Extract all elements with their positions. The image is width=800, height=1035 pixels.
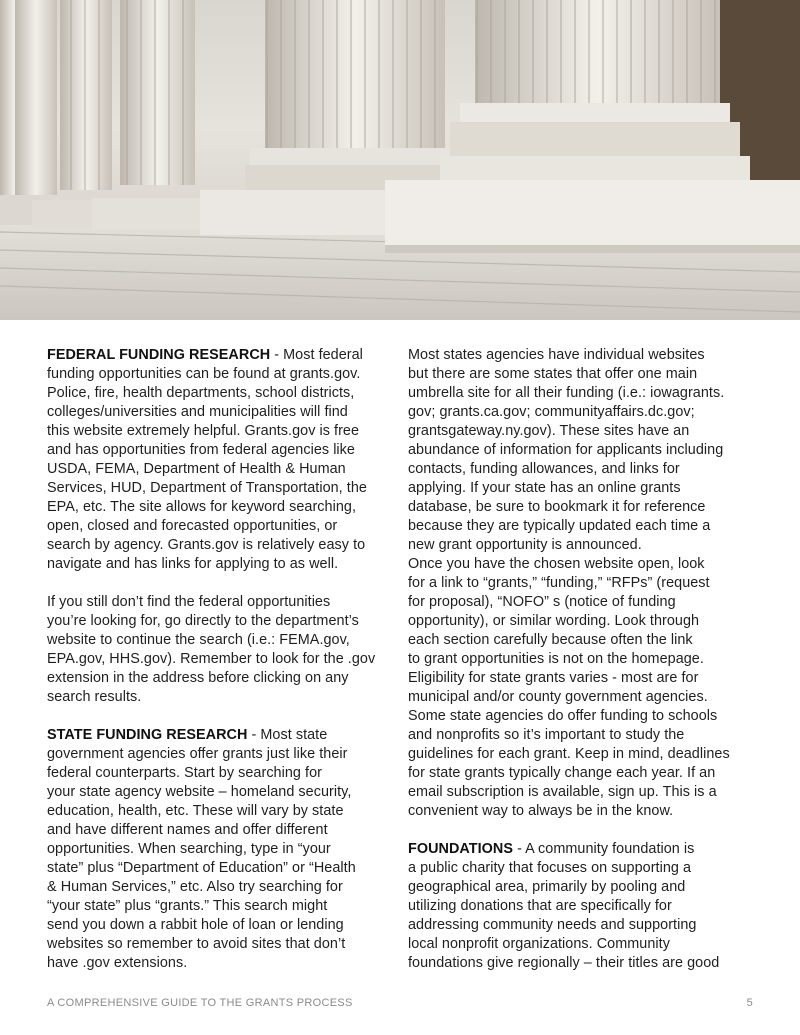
foundations-paragraph	[408, 840, 758, 973]
page-number: 5	[746, 997, 753, 1009]
state-websites-paragraph: Most states agencies have individual websites but there are some states that offer one main umbrella site for all their funding (i.e.: iowagrants. gov; grants.ca.gov; communityaffairs.dc.gov; grantsgateway.ny.gov). These sites have an abundance of information for applicants including contacts, funding allowances, and links for applying. If your state has an online grants database, be sure to bookmark it for reference because they are typically updated each time a new grant opportunity is announced.	[408, 347, 725, 553]
federal-funding-heading: FEDERAL FUNDING RESEARCH	[47, 347, 271, 363]
left-text-column	[47, 346, 392, 973]
state-funding-body: - Most state government agencies offer grants just like their federal counterparts. Start by searching for your state agency website – homeland security, education, health, etc. These will vary by state and have different names and offer different opportunities. When searching, type in “your state” plus “Department of Education” or “Health & Human Services,” etc. Also try searching for “your state” plus “grants.” This search might send you down a rabbit hole of loan or lending websites so remember to avoid sites that don’t have .gov extensions.	[47, 727, 356, 971]
page-footer	[47, 997, 753, 1009]
state-links-paragraph: Once you have the chosen website open, look for a link to “grants,” “funding,” “RFPs” (request for proposal), “NOFO” s (notice of funding opportunity), or similar wording. Look through each section carefully because often the link to grant opportunities is not on the homepage. Eligibility for state grants varies - most are for municipal and/or county government agencies. Some state agencies do offer funding to schools and nonprofits so it’s important to study the guidelines for each grant. Keep in mind, deadlines for state grants typically change each year. If an email subscription is available, sign up. This is a convenient way to always be in the know.	[408, 556, 730, 819]
federal-department-paragraph: If you still don’t find the federal opportunities you’re looking for, go directly to the department’s website to continue the search (i.e.: FEMA.gov, EPA.gov, HHS.gov). Remember to look for the .gov extension in the address before clicking on any search results.	[47, 594, 376, 705]
marble-columns-illustration	[0, 0, 800, 320]
state-funding-paragraph	[47, 726, 392, 973]
foundations-body: - A community foundation is a public charity that focuses on supporting a geographical area, primarily by pooling and utilizing donations that are specifically for addressing community needs and supporting local nonprofit organizations. Community foundations give regionally – their titles are good	[408, 841, 720, 971]
footer-guide-title: A COMPREHENSIVE GUIDE TO THE GRANTS PROCESS	[47, 997, 353, 1009]
foundations-heading: FOUNDATIONS	[408, 841, 514, 857]
right-text-column	[408, 346, 758, 973]
federal-funding-paragraph	[47, 346, 392, 574]
hero-image-columns	[0, 0, 800, 320]
state-funding-heading: STATE FUNDING RESEARCH	[47, 727, 248, 743]
federal-funding-body: - Most federal funding opportunities can be found at grants.gov. Police, fire, health departments, school districts, colleges/universities and municipalities will find this website extremely helpful. Grants.gov is free and has opportunities from federal agencies like USDA, FEMA, Department of Health & Human Services, HUD, Department of Transportation, the EPA, etc. The site allows for keyword searching, open, closed and forecasted opportunities, or search by agency. Grants.gov is relatively easy to navigate and has links for applying to as well.	[47, 347, 367, 572]
